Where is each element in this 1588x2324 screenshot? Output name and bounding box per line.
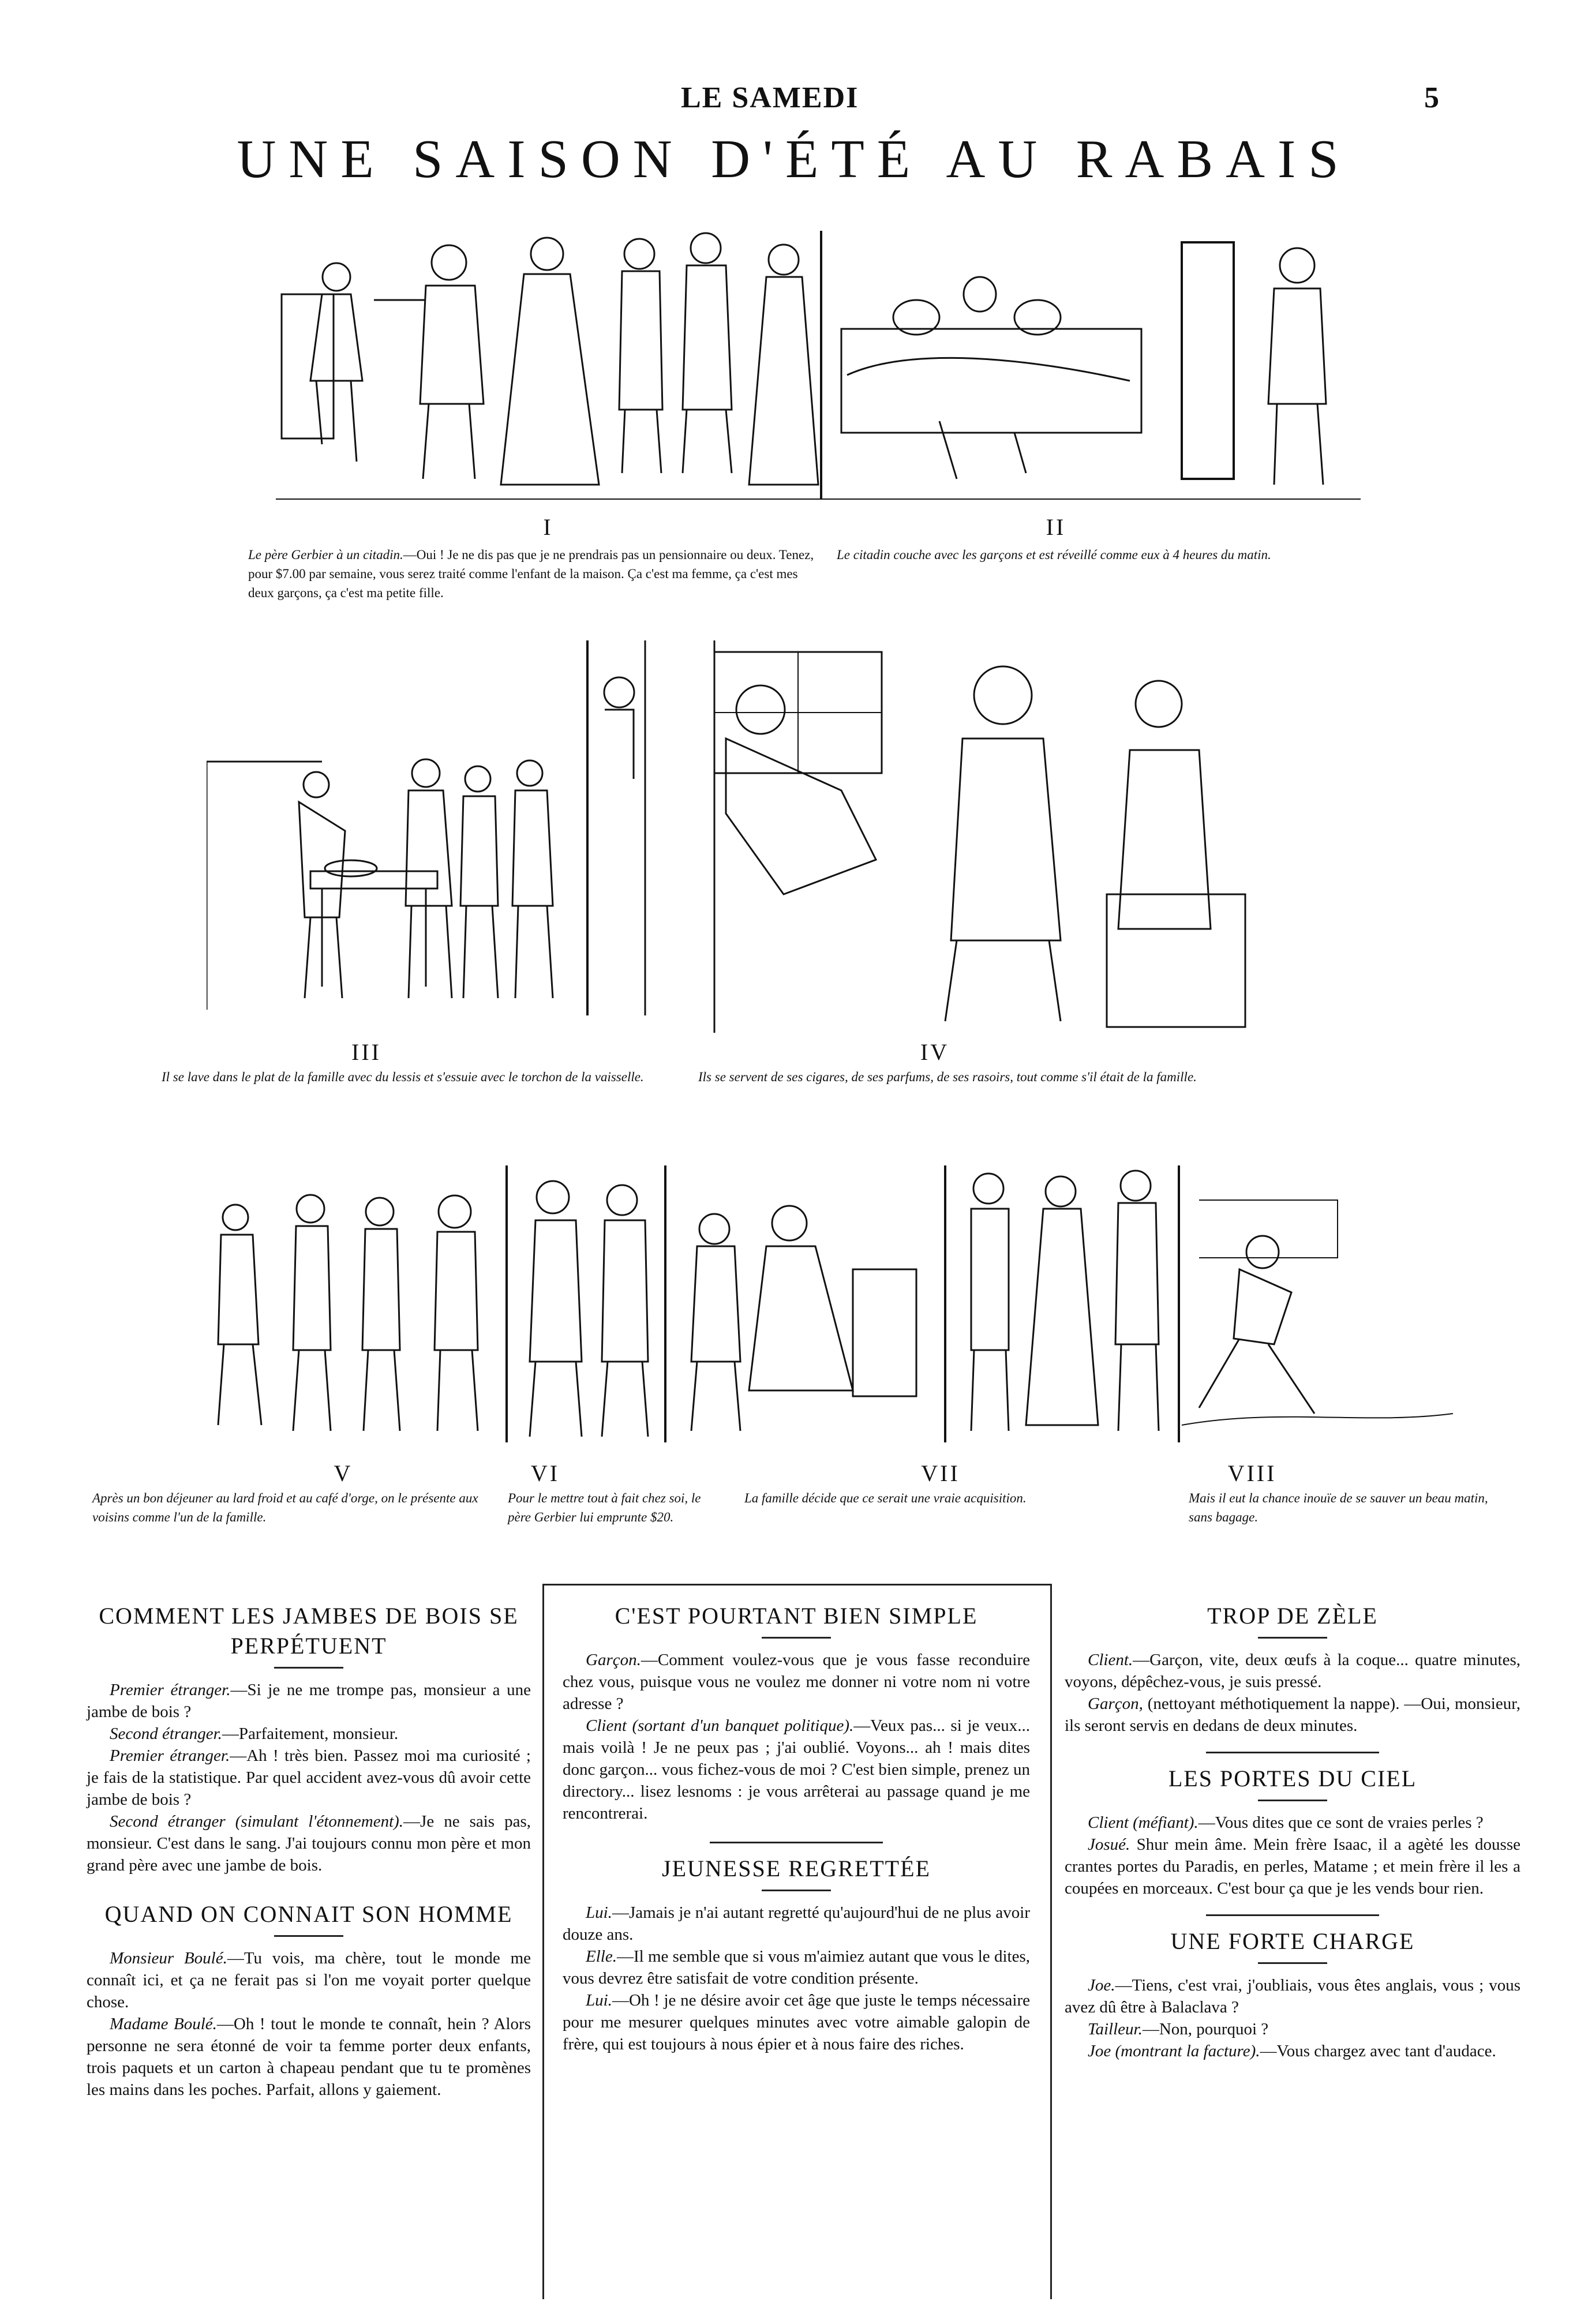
dialogue: Shur mein âme. Mein frère Isaac, il a agèté les dousse crantes portes du Paradis, en perles, Matame ; et mein frère il les a coupées en morceaux. C'est bour ça que je les vends bour rien. <box>1065 1835 1520 1898</box>
dialogue: —Oh ! tout le monde te connaît, hein ? Alors personne ne sera étonné de voir ta femme porter deux enfants, trois paquets et un carton à chapeau pendant que tu te promènes les mains dans les poches. Parfait, allons y gaiement. <box>87 2015 531 2099</box>
article-jeunesse <box>563 1902 1030 2055</box>
speaker: Garçon. <box>586 1651 641 1669</box>
article-charge <box>1065 1974 1520 2062</box>
paragraph <box>87 1679 531 1723</box>
dialogue: —Oh ! je ne désire avoir cet âge que juste le temps nécessaire pour me mesurer quelques minutes avec votre aimable galopin de frère, qui est toujours à nous épier et à nous faire des riches. <box>563 1991 1030 2053</box>
title-rule <box>1258 1637 1327 1639</box>
panel-numeral-1: I <box>543 514 553 540</box>
section-divider <box>1206 1914 1379 1916</box>
dialogue: (nettoyant méthotiquement la nappe). —Oui, monsieur, ils seront servis en dedans de deux minutes. <box>1065 1695 1520 1735</box>
column-1 <box>87 1601 531 2101</box>
section-divider <box>710 1842 883 1843</box>
speaker: Tailleur. <box>1088 2020 1143 2038</box>
dialogue: —Je ne sais pas, monsieur. C'est dans le sang. J'ai toujours connu mon père et mon grand père avec une jambe de bois. <box>87 1812 531 1875</box>
speaker: Elle. <box>586 1947 617 1966</box>
paragraph <box>87 1811 531 1876</box>
panel-caption-1 <box>248 545 819 602</box>
article-title-simple: C'EST POURTANT BIEN SIMPLE <box>615 1603 978 1629</box>
paragraph <box>1065 2018 1520 2040</box>
paragraph <box>1065 1834 1520 1899</box>
panel-numeral-3: III <box>351 1039 381 1065</box>
panel-caption-6: Pour le mettre tout à fait chez soi, le père Gerbier lui emprunte $20. <box>508 1491 701 1524</box>
article-title-jambes: COMMENT LES JAMBES DE BOIS SE PERPÉTUENT <box>99 1603 519 1659</box>
speaker: Joe. <box>1088 1976 1115 1995</box>
title-rule <box>1258 1800 1327 1801</box>
speaker: Monsieur Boulé. <box>110 1949 227 1967</box>
comic-strip-row-1 <box>276 231 1361 502</box>
dialogue: —Jamais je n'ai autant regretté qu'aujourd'hui de ne plus avoir douze ans. <box>563 1903 1030 1944</box>
paragraph <box>1065 1812 1520 1834</box>
paragraph <box>1065 2040 1520 2062</box>
speaker: Client (méfiant). <box>1088 1813 1199 1832</box>
panel-caption-3: Il se lave dans le plat de la famille avec du lessis et s'essuie avec le torchon de la vaisselle. <box>162 1070 644 1084</box>
title-rule <box>274 1667 343 1669</box>
dialogue: —Ah ! très bien. Passez moi ma curiosité ; je fais de la statistique. Par quel accident avez-vous dû avoir cette jambe de bois ? <box>87 1746 531 1809</box>
panel-caption-2: Le citadin couche avec les garçons et est réveillé comme eux à 4 heures du matin. <box>837 548 1271 562</box>
paragraph <box>87 1723 531 1745</box>
paragraph <box>87 2013 531 2101</box>
title-rule <box>762 1637 831 1639</box>
panel-numeral-4: IV <box>920 1039 950 1065</box>
dialogue: —Tiens, c'est vrai, j'oubliais, vous êtes anglais, vous ; vous avez dû être à Balaclava ? <box>1065 1976 1520 2016</box>
panel-numeral-6: VI <box>530 1460 560 1486</box>
panel-caption-1-speaker: Le père Gerbier à un citadin. <box>248 548 403 562</box>
page-number: 5 <box>1424 81 1440 114</box>
title-rule <box>274 1935 343 1937</box>
page-title: UNE SAISON D'ÉTÉ AU RABAIS <box>237 129 1351 189</box>
dialogue: —Garçon, vite, deux œufs à la coque... quatre minutes, voyons, dépêchez-vous, je suis pressé. <box>1065 1651 1520 1691</box>
speaker: Premier étranger. <box>110 1681 231 1699</box>
article-simple <box>563 1649 1030 1824</box>
speaker: Client (sortant d'un banquet politique). <box>586 1716 854 1735</box>
speaker: Lui. <box>586 1991 612 2010</box>
speaker: Client. <box>1088 1651 1133 1669</box>
paragraph <box>1065 1693 1520 1737</box>
article-homme <box>87 1947 531 2101</box>
dialogue: —Tu vois, ma chère, tout le monde me connaît ici, et ça ne ferait pas si l'on me voyait porter quelque chose. <box>87 1949 531 2011</box>
panel-caption-8: Mais il eut la chance inouïe de se sauver un beau matin, sans bagage. <box>1189 1491 1488 1524</box>
article-title-homme: QUAND ON CONNAIT SON HOMME <box>104 1901 513 1927</box>
article-jambes <box>87 1679 531 1876</box>
comic-strip-row-3 <box>183 1154 1459 1454</box>
column-2 <box>563 1601 1030 2055</box>
panel-numeral-5: V <box>334 1460 353 1486</box>
speaker: Joe (montrant la facture). <box>1088 2042 1260 2060</box>
dialogue: —Non, pourquoi ? <box>1142 2020 1269 2038</box>
paragraph <box>563 1946 1030 1989</box>
article-portes <box>1065 1812 1520 1899</box>
title-rule <box>1258 1962 1327 1964</box>
journal-name: LE SAMEDI <box>681 81 859 114</box>
comic-strip-row-2 <box>207 640 1390 1033</box>
panel-numeral-7: VII <box>921 1460 960 1486</box>
dialogue: —Comment voulez-vous que je vous fasse reconduire chez vous, puisque vous ne voulez me donner ni votre nom ni votre adresse ? <box>563 1651 1030 1713</box>
panel-caption-1-text: —Oui ! Je ne dis pas que je ne prendrais pas un pensionnaire ou deux. Tenez, pour $7.00 par semaine, vous serez traité comme l'enfant de la maison. Ça c'est ma femme, ça c'est mes deux garçons, ça c'est ma petite fille. <box>248 548 814 600</box>
speaker: Madame Boulé. <box>110 2015 217 2033</box>
paragraph <box>563 1649 1030 1715</box>
speaker: Second étranger. <box>110 1725 222 1743</box>
column-divider-right <box>1050 1584 1052 2299</box>
title-rule <box>762 1890 831 1891</box>
paragraph <box>563 1902 1030 1946</box>
dialogue: —Vous dites que ce sont de vraies perles ? <box>1198 1813 1484 1832</box>
dialogue: —Parfaitement, monsieur. <box>222 1725 399 1743</box>
article-zele <box>1065 1649 1520 1737</box>
speaker: Josué. <box>1088 1835 1130 1854</box>
speaker: Garçon, <box>1088 1695 1143 1713</box>
panel-numeral-8: VIII <box>1227 1460 1277 1486</box>
speaker: Second étranger (simulant l'étonnement). <box>110 1812 404 1831</box>
column-3 <box>1065 1601 1520 2062</box>
speaker: Premier étranger. <box>110 1746 230 1765</box>
speaker: Lui. <box>586 1903 612 1922</box>
dialogue: —Il me semble que si vous m'aimiez autant que vous le dites, vous devrez être satisfait de votre condition présente. <box>563 1947 1030 1988</box>
panel-caption-4: Ils se servent de ses cigares, de ses parfums, de ses rasoirs, tout comme s'il était de la famille. <box>698 1070 1197 1084</box>
article-title-zele: TROP DE ZÈLE <box>1207 1603 1378 1629</box>
paragraph <box>1065 1974 1520 2018</box>
dialogue: —Si je ne me trompe pas, monsieur a une jambe de bois ? <box>87 1681 531 1721</box>
paragraph <box>1065 1649 1520 1693</box>
section-divider <box>1206 1752 1379 1753</box>
panel-caption-5: Après un bon déjeuner au lard froid et au café d'orge, on le présente aux voisins comme l'un de la famille. <box>92 1491 478 1524</box>
article-title-jeunesse: JEUNESSE REGRETTÉE <box>662 1856 931 1881</box>
panel-numeral-2: II <box>1046 514 1066 540</box>
panel-caption-7: La famille décide que ce serait une vraie acquisition. <box>744 1491 1027 1505</box>
paragraph <box>87 1947 531 2013</box>
article-title-portes: LES PORTES DU CIEL <box>1168 1766 1417 1791</box>
dialogue: —Vous chargez avec tant d'audace. <box>1260 2042 1496 2060</box>
dialogue: —Veux pas... si je veux... mais voilà ! Je ne peux pas ; j'ai oublié. Voyons... ah ! mais dites donc garçon... vous fichez-vous de moi ? C'est bien simple, prenez un directory... lisez lesnoms : je vous arrêterai au passage quand je me rencontrerai. <box>563 1716 1030 1823</box>
paragraph <box>563 1989 1030 2055</box>
column-divider-left <box>542 1584 544 2299</box>
article-title-charge: UNE FORTE CHARGE <box>1170 1928 1415 1954</box>
paragraph <box>563 1715 1030 1824</box>
column-top-rule <box>542 1584 1050 1585</box>
paragraph <box>87 1745 531 1811</box>
